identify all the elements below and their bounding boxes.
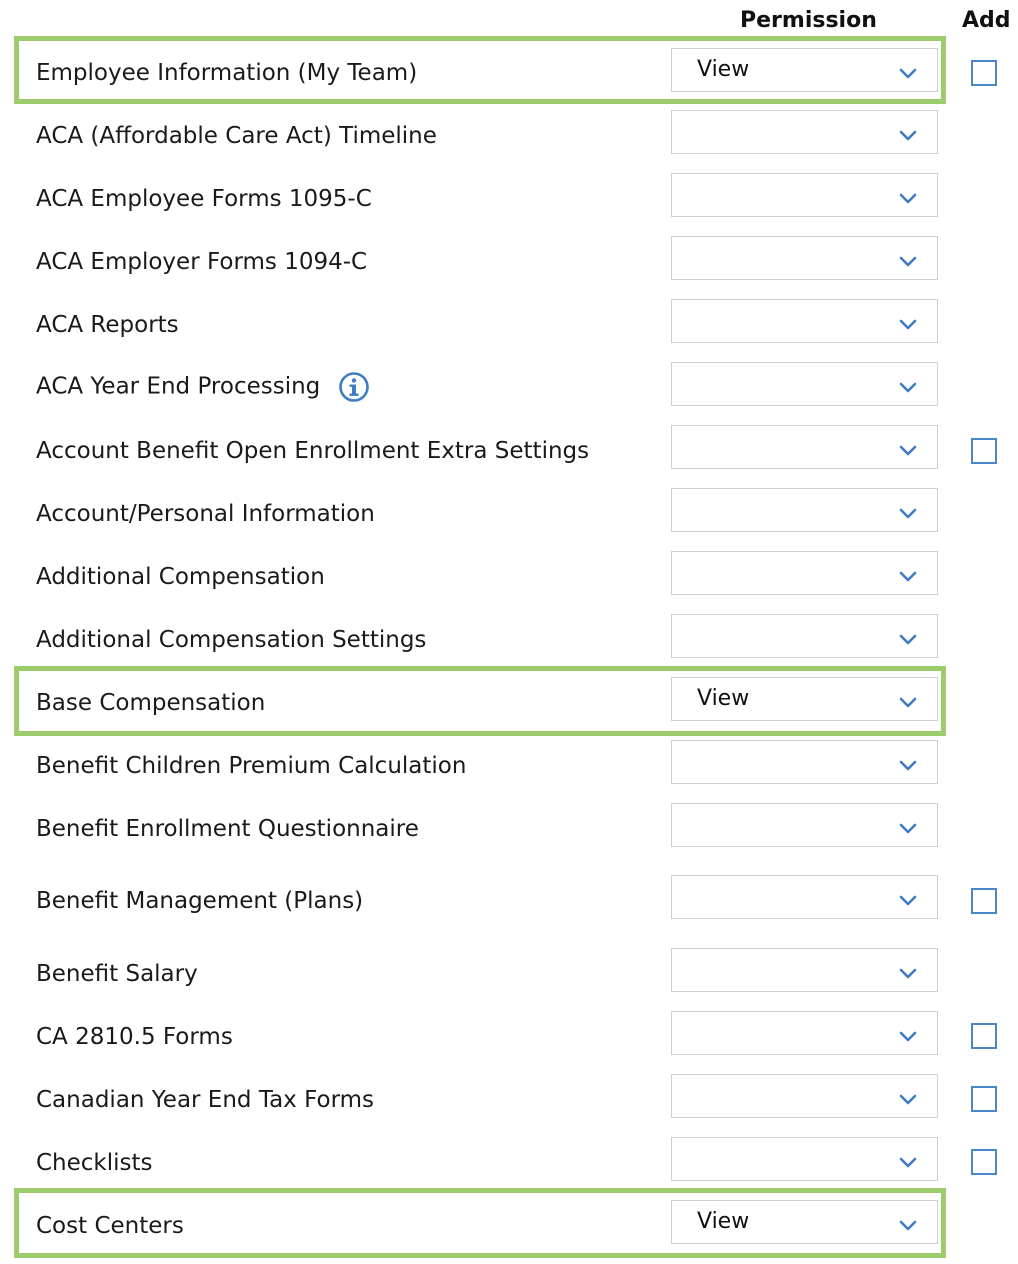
permission-label (36, 688, 265, 718)
add-checkbox[interactable] (971, 888, 997, 914)
permission-label-text: Benefit Enrollment Questionnaire (36, 816, 419, 842)
permission-select[interactable] (671, 1011, 938, 1055)
permission-label-text: ACA (Affordable Care Act) Timeline (36, 123, 437, 149)
chevron-down-icon (899, 316, 917, 328)
permission-label (36, 1085, 374, 1115)
permission-label (36, 562, 325, 592)
permission-select-value: View (697, 1209, 750, 1234)
permission-label-text: CA 2810.5 Forms (36, 1024, 233, 1050)
permission-select[interactable] (671, 1074, 938, 1118)
add-checkbox[interactable] (971, 438, 997, 464)
chevron-down-icon (899, 379, 917, 391)
permission-select[interactable] (671, 173, 938, 217)
permission-select[interactable] (671, 875, 938, 919)
permission-label-text: ACA Reports (36, 312, 179, 338)
permission-select-value: View (697, 57, 750, 82)
permission-label (36, 1022, 233, 1052)
permission-label-text: Benefit Children Premium Calculation (36, 753, 467, 779)
permission-label (36, 499, 375, 529)
chevron-down-icon (899, 1217, 917, 1229)
permission-select[interactable] (671, 362, 938, 406)
permission-label-text: ACA Employee Forms 1095-C (36, 186, 372, 212)
permission-select[interactable] (671, 110, 938, 154)
permission-select[interactable] (671, 48, 938, 92)
permission-select[interactable] (671, 551, 938, 595)
permission-select[interactable] (671, 425, 938, 469)
permission-select[interactable] (671, 614, 938, 658)
permission-label (36, 886, 363, 916)
add-checkbox[interactable] (971, 60, 997, 86)
add-checkbox[interactable] (971, 1023, 997, 1049)
permission-label-text: Account Benefit Open Enrollment Extra Settings (36, 438, 590, 464)
add-checkbox[interactable] (971, 1149, 997, 1175)
chevron-down-icon (899, 965, 917, 977)
chevron-down-icon (899, 892, 917, 904)
permission-label-text: Additional Compensation (36, 564, 325, 590)
permission-select[interactable] (671, 677, 938, 721)
chevron-down-icon (899, 442, 917, 454)
permission-label (36, 121, 437, 151)
permission-label (36, 625, 426, 655)
permission-label-text: Benefit Salary (36, 961, 198, 987)
permission-label-text: Account/Personal Information (36, 501, 375, 527)
chevron-down-icon (899, 820, 917, 832)
chevron-down-icon (899, 127, 917, 139)
permission-column-header: Permission (740, 8, 877, 33)
permission-select[interactable] (671, 1137, 938, 1181)
permission-label (36, 58, 417, 88)
permission-label (36, 247, 367, 277)
chevron-down-icon (899, 1028, 917, 1040)
permission-select[interactable] (671, 948, 938, 992)
permission-select[interactable] (671, 803, 938, 847)
permission-label (36, 959, 198, 989)
add-checkbox[interactable] (971, 1086, 997, 1112)
chevron-down-icon (899, 631, 917, 643)
permission-label-text: Base Compensation (36, 690, 266, 716)
permission-label (36, 371, 370, 403)
permission-label-text: Cost Centers (36, 1213, 184, 1239)
permission-label-text: Canadian Year End Tax Forms (36, 1087, 375, 1113)
permission-label (36, 814, 419, 844)
chevron-down-icon (899, 1154, 917, 1166)
add-column-header: Add (962, 8, 1011, 33)
permission-label-text: Additional Compensation Settings (36, 627, 427, 653)
permission-label-text: Benefit Management (Plans) (36, 888, 364, 914)
chevron-down-icon (899, 694, 917, 706)
permission-label-text: Checklists (36, 1150, 153, 1176)
permission-select[interactable] (671, 236, 938, 280)
permission-label (36, 436, 589, 466)
permission-label-text: ACA Employer Forms 1094-C (36, 249, 368, 275)
chevron-down-icon (899, 757, 917, 769)
chevron-down-icon (899, 190, 917, 202)
chevron-down-icon (899, 505, 917, 517)
permission-label (36, 1148, 153, 1178)
permission-label-text: ACA Year End Processing (36, 373, 321, 400)
permission-select[interactable] (671, 299, 938, 343)
permission-select[interactable] (671, 740, 938, 784)
permission-select-value: View (697, 686, 750, 711)
permission-label (36, 310, 179, 340)
chevron-down-icon (899, 1091, 917, 1103)
chevron-down-icon (899, 253, 917, 265)
permission-select[interactable] (671, 1200, 938, 1244)
chevron-down-icon (899, 568, 917, 580)
permission-label (36, 1211, 184, 1241)
permission-label (36, 751, 466, 781)
permission-label (36, 184, 372, 214)
permission-select[interactable] (671, 488, 938, 532)
info-icon[interactable] (338, 371, 370, 403)
permission-label-text: Employee Information (My Team) (36, 60, 418, 86)
chevron-down-icon (899, 65, 917, 77)
